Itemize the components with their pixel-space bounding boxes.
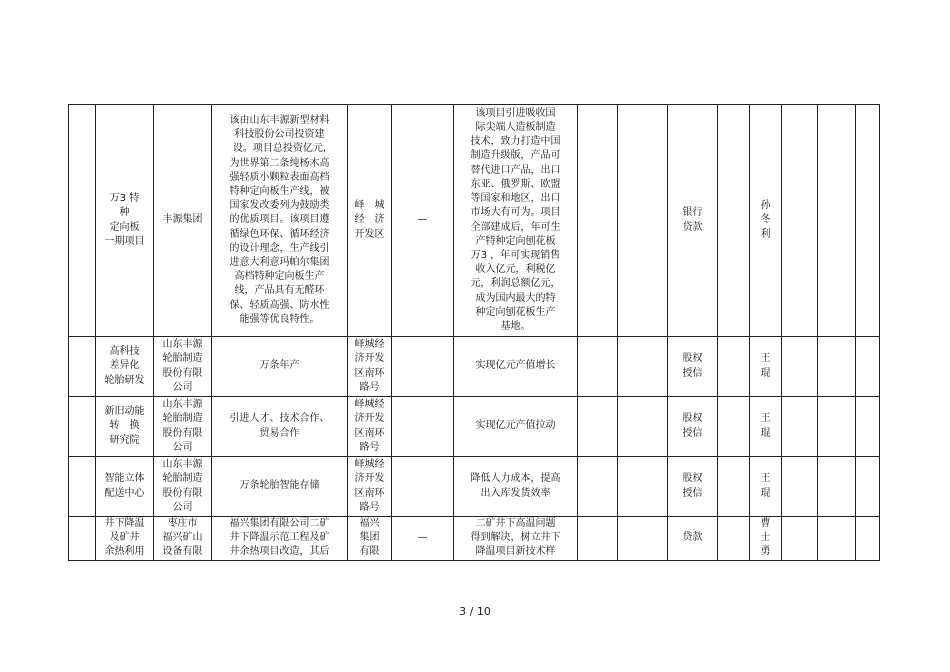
row-index-cell [69, 105, 96, 337]
empty-cell [818, 397, 856, 457]
empty-cell [718, 397, 750, 457]
empty-cell [818, 337, 856, 397]
description-cell: 万条年产 [212, 337, 348, 397]
project-name-cell: 井下降温 及矿井 余热利用 [96, 517, 154, 561]
table-row [69, 337, 880, 397]
empty-cell [818, 517, 856, 561]
empty-cell [618, 105, 668, 337]
dash-cell: — [392, 105, 454, 337]
responsible-person-cell: 王 琨 [750, 337, 782, 397]
empty-cell [782, 457, 818, 517]
empty-cell [618, 457, 668, 517]
description-cell: 该由山东丰源新型材料 科技股份公司投资建 设。项目总投资亿元, 为世界第二条纯杨木高 强轻质小颗粒表面高档 特种定向板生产线，被 国家发改委列为鼓励类 的优质项目。该项目遵 循绿色环保、循环经济 的设计理念，生产线引 进意大利意玛帕尔集团 高档特种定向板生产 线，产品具有无醛环 保、轻质高强、防水性 能强等优良特性。 [212, 105, 348, 337]
empty-cell [782, 397, 818, 457]
location-cell: 峄城经 济开发 区南环 路号 [348, 397, 392, 457]
empty-cell [718, 517, 750, 561]
empty-cell [578, 105, 618, 337]
table-row [69, 517, 880, 561]
project-name-cell: 高科技 差异化 轮胎研发 [96, 337, 154, 397]
dash-cell [392, 397, 454, 457]
location-cell: 峄城经 济开发 区南环 路号 [348, 337, 392, 397]
dash-cell: — [392, 517, 454, 561]
row-index-cell [69, 337, 96, 397]
empty-cell [856, 397, 880, 457]
empty-cell [578, 457, 618, 517]
responsible-person-cell: 曹 士 勇 [750, 517, 782, 561]
empty-cell [578, 397, 618, 457]
empty-cell [618, 337, 668, 397]
empty-cell [782, 105, 818, 337]
empty-cell [782, 337, 818, 397]
dash-cell [392, 457, 454, 517]
empty-cell [718, 105, 750, 337]
progress-cell: 降低人力成本，提高 出入库发货效率 [454, 457, 578, 517]
progress-cell: 该项目引进吸收国 际尖端人造板制造 技术，致力打造中国 制造升级版，产品可 替代进口产品，出口 东亚、俄罗斯、欧盟 等国家和地区，出口 市场大有可为。项目 全部建成后，年可生 产特种定向刨花板 万3 ，年可实现销售 收入亿元，利税亿 元，利润总额亿元， 成为国内最大的特 种定向刨花板生产 基地。 [454, 105, 578, 337]
table-row [69, 105, 880, 337]
description-cell: 万条轮胎智能存储 [212, 457, 348, 517]
funding-cell: 股权 授信 [668, 397, 718, 457]
description-cell: 福兴集团有限公司二矿 井下降温示范工程及矿 井余热项目改造，其后 [212, 517, 348, 561]
progress-cell: 实现亿元产值增长 [454, 337, 578, 397]
dash-cell [392, 337, 454, 397]
company-cell: 山东丰源 轮胎制造 股份有限 公司 [154, 397, 212, 457]
empty-cell [818, 457, 856, 517]
empty-cell [718, 457, 750, 517]
project-name-cell: 新旧动能 转 换 研究院 [96, 397, 154, 457]
location-cell: 峄城经 济开发 区南环 路号 [348, 457, 392, 517]
description-cell: 引进人才、技术合作、 贸易合作 [212, 397, 348, 457]
page-number: 3 / 10 [459, 605, 491, 618]
company-cell: 山东丰源 轮胎制造 股份有限 公司 [154, 337, 212, 397]
company-cell: 丰源集团 [154, 105, 212, 337]
row-index-cell [69, 397, 96, 457]
progress-cell: 二矿井下高温问题 得到解决，树立井下 降温项目新技术样 [454, 517, 578, 561]
project-name-cell: 智能立体 配送中心 [96, 457, 154, 517]
table-row [69, 397, 880, 457]
company-cell: 山东丰源 轮胎制造 股份有限 公司 [154, 457, 212, 517]
responsible-person-cell: 王 琨 [750, 457, 782, 517]
empty-cell [718, 337, 750, 397]
project-table [68, 104, 880, 561]
progress-cell: 实现亿元产值拉动 [454, 397, 578, 457]
empty-cell [578, 517, 618, 561]
row-index-cell [69, 457, 96, 517]
location-cell: 峄 城 经 济 开发区 [348, 105, 392, 337]
row-index-cell [69, 517, 96, 561]
company-cell: 枣庄市 福兴矿山 设备有限 [154, 517, 212, 561]
empty-cell [856, 457, 880, 517]
empty-cell [856, 337, 880, 397]
empty-cell [578, 337, 618, 397]
empty-cell [818, 105, 856, 337]
funding-cell: 股权 授信 [668, 337, 718, 397]
funding-cell: 贷款 [668, 517, 718, 561]
empty-cell [856, 105, 880, 337]
table-row [69, 457, 880, 517]
responsible-person-cell: 王 琨 [750, 397, 782, 457]
project-name-cell: 万3 特 种 定向板 一期项目 [96, 105, 154, 337]
location-cell: 福兴 集团 有限 [348, 517, 392, 561]
responsible-person-cell: 孙 冬 利 [750, 105, 782, 337]
empty-cell [618, 517, 668, 561]
empty-cell [856, 517, 880, 561]
empty-cell [618, 397, 668, 457]
empty-cell [782, 517, 818, 561]
funding-cell: 股权 授信 [668, 457, 718, 517]
funding-cell: 银行 贷款 [668, 105, 718, 337]
